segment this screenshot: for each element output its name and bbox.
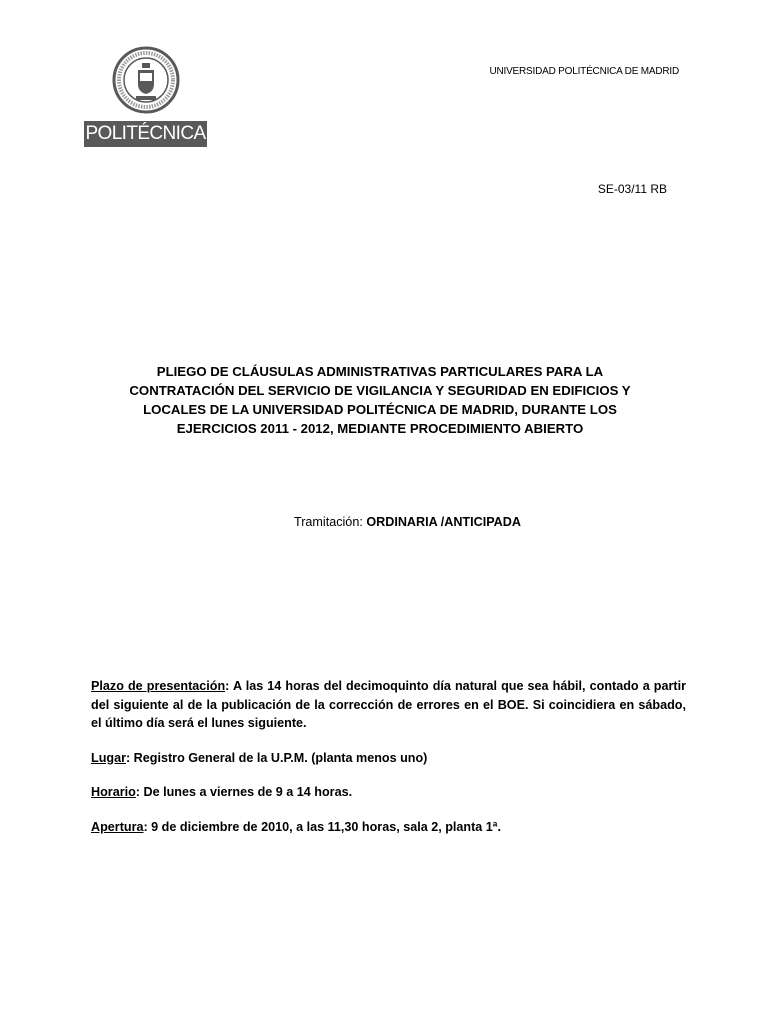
lugar-text: : Registro General de la U.P.M. (planta menos uno): [125, 750, 428, 765]
horario-text: : De lunes a viernes de 9 a 14 horas.: [135, 785, 353, 799]
submission-details: [91, 677, 686, 836]
tramitacion-label: Tramitación:: [294, 515, 367, 529]
plazo-label: Plazo de presentación: [91, 679, 226, 693]
logo-wordmark: POLITÉCNICA: [84, 121, 207, 147]
lugar-label: Lugar: [91, 750, 126, 765]
title-line: EJERCICIOS 2011 - 2012, MEDIANTE PROCEDIMIENTO ABIERTO: [176, 421, 584, 436]
apertura-text: : 9 de diciembre de 2010, a las 11,30 horas, sala 2, planta 1ª.: [143, 819, 501, 834]
lugar-paragraph: [91, 749, 686, 768]
plazo-text: : A las 14 horas del decimoquinto día natural que sea hábil, contado a partir del siguiente al de la publicación de la corrección de errores en el BOE. Si coincidiera en sábado, el último día será el lunes siguiente.: [91, 679, 686, 730]
university-name: UNIVERSIDAD POLITÉCNICA DE MADRID: [489, 66, 679, 77]
apertura-paragraph: [91, 818, 686, 837]
title-line: PLIEGO DE CLÁUSULAS ADMINISTRATIVAS PARTICULARES PARA LA: [156, 364, 604, 379]
plazo-paragraph: [91, 677, 686, 733]
tramitacion-line: [294, 515, 521, 529]
title-line: LOCALES DE LA UNIVERSIDAD POLITÉCNICA DE MADRID, DURANTE LOS: [143, 402, 617, 417]
title-line: CONTRATACIÓN DEL SERVICIO DE VIGILANCIA Y SEGURIDAD EN EDIFICIOS Y: [129, 383, 631, 398]
horario-paragraph: [91, 783, 686, 802]
document-reference: SE-03/11 RB: [597, 182, 667, 196]
document-title: [100, 362, 660, 438]
university-seal-icon: [112, 46, 180, 114]
tramitacion-value: ORDINARIA /ANTICIPADA: [366, 515, 521, 529]
apertura-label: Apertura: [91, 819, 144, 834]
horario-label: Horario: [91, 785, 136, 799]
